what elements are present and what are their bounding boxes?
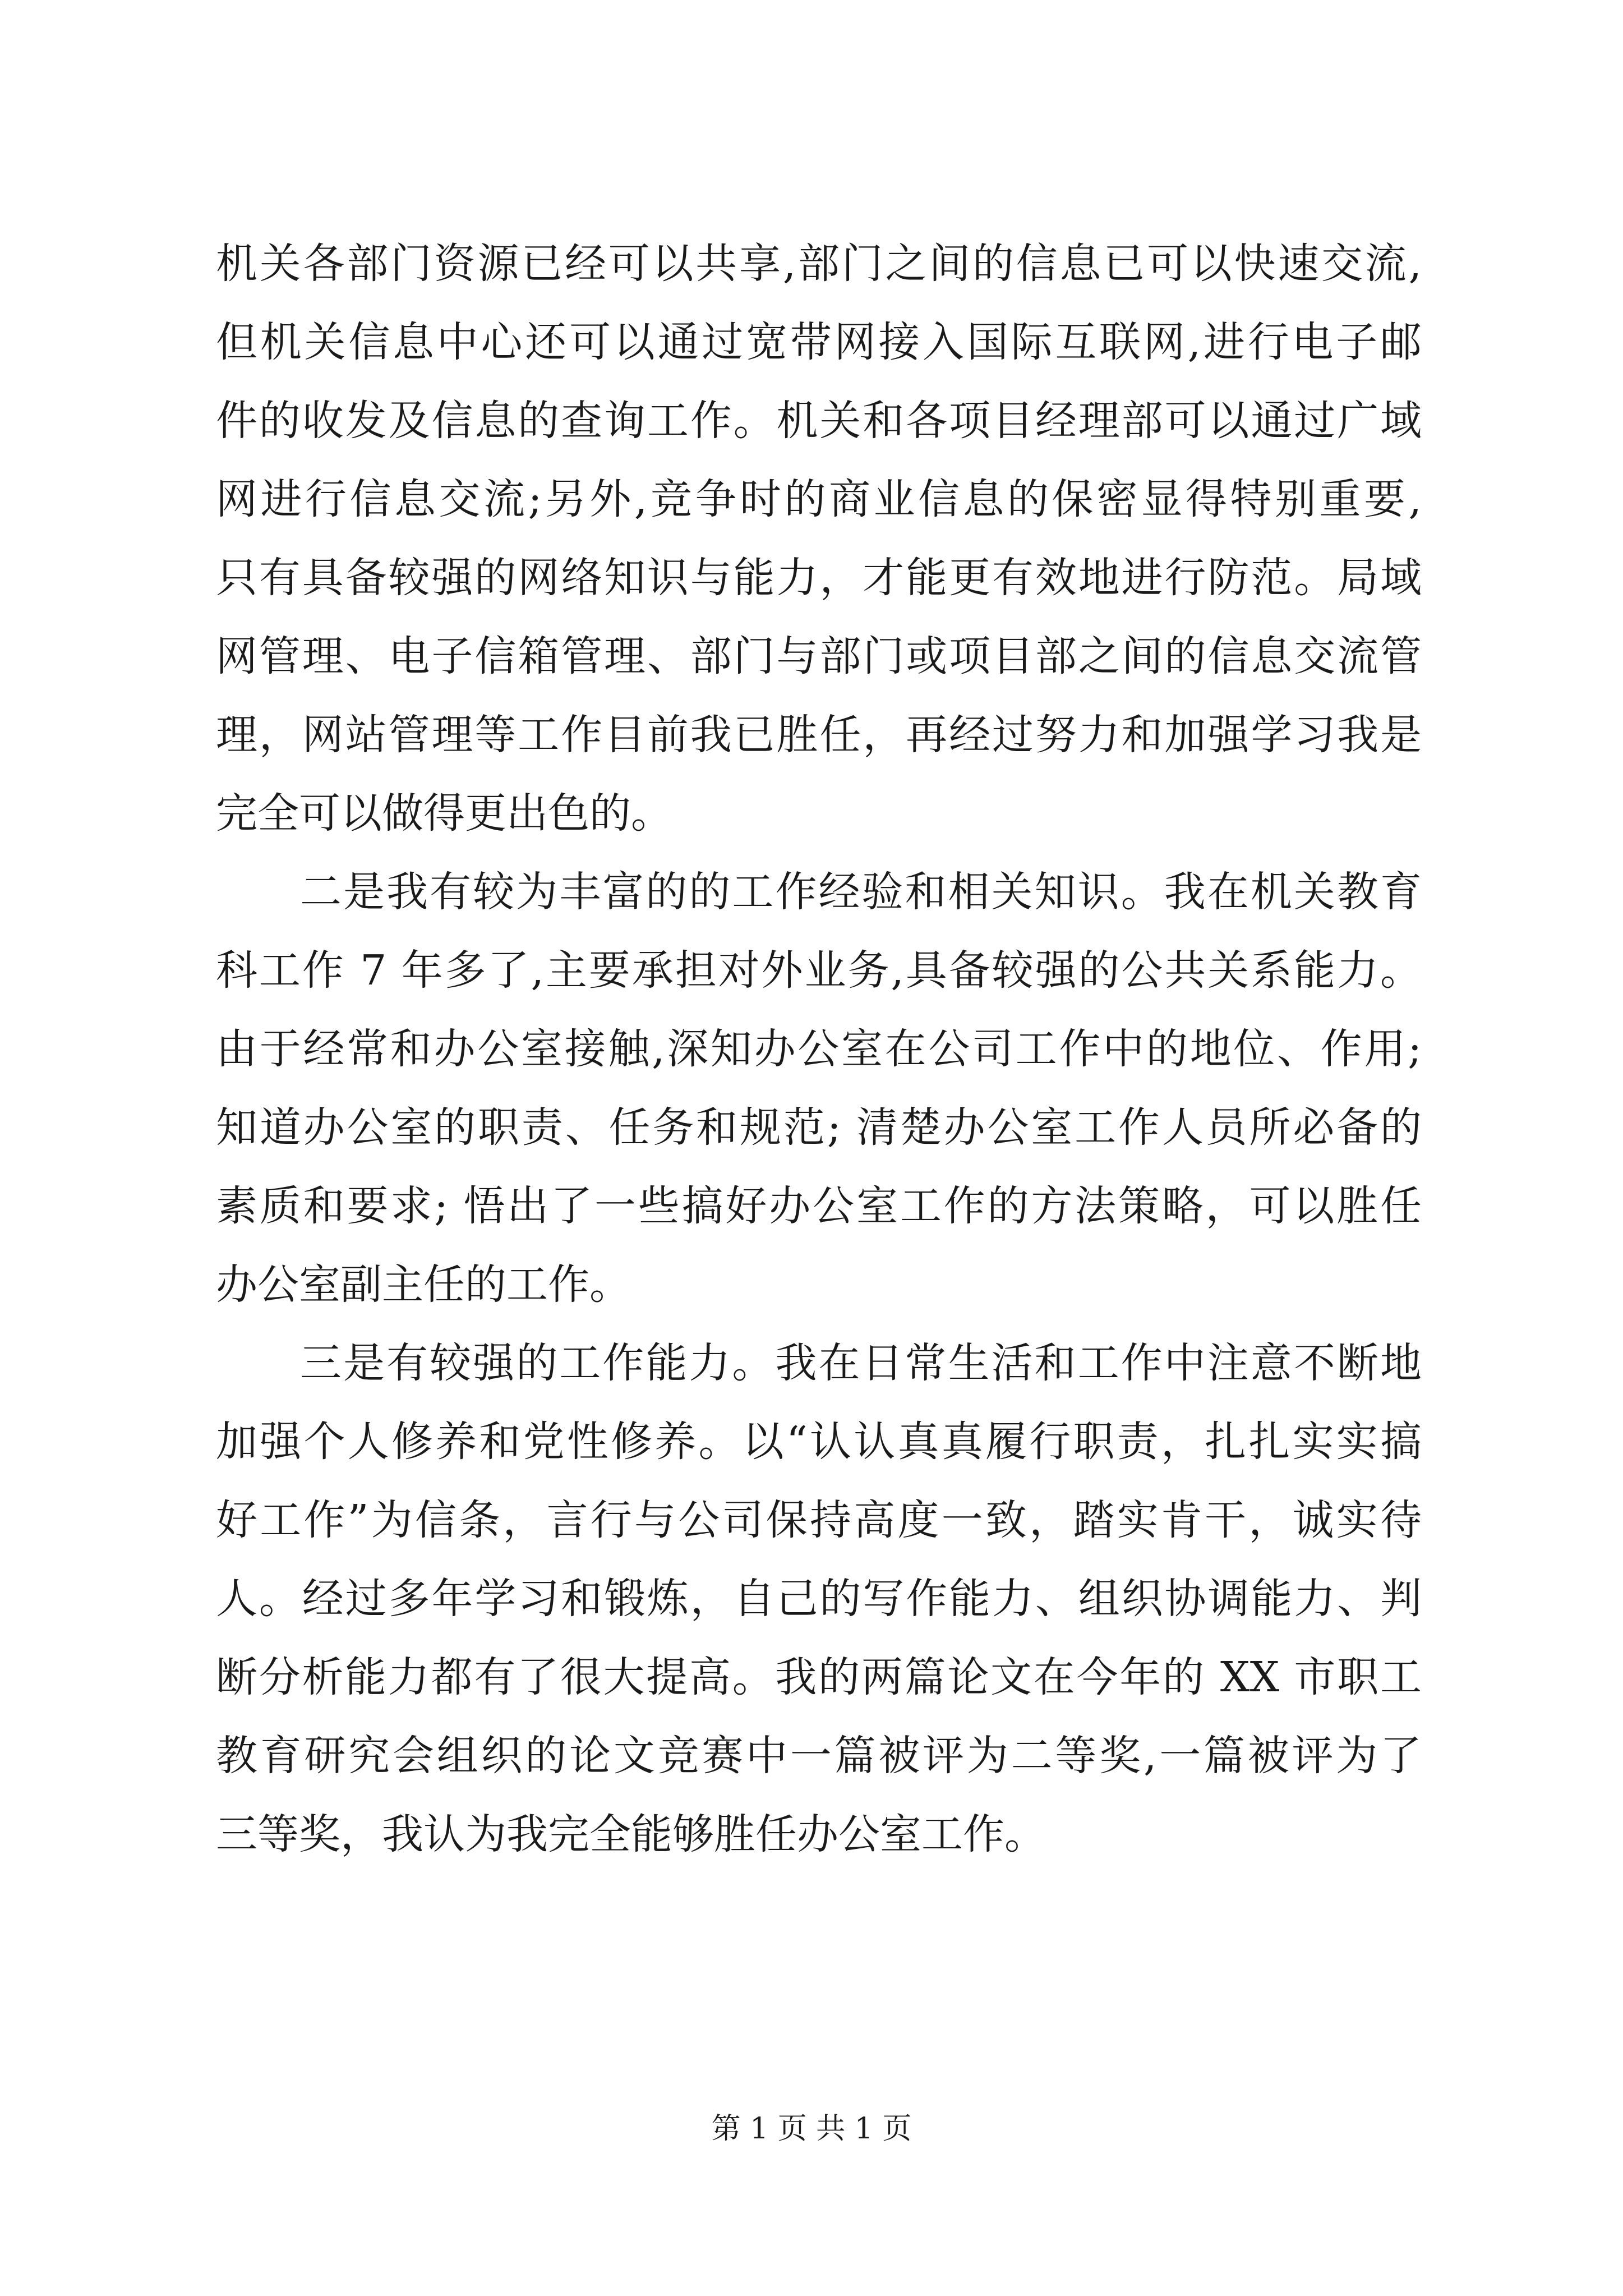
text-line: 人。经过多年学习和锻炼，自己的写作能力、组织协调能力、判: [216, 1575, 1422, 1623]
text-line: 教育研究会组织的论文竞赛中一篇被评为二等奖,一篇被评为了: [216, 1732, 1422, 1780]
text-line: 网管理、电子信箱管理、部门与部门或项目部之间的信息交流管: [216, 632, 1422, 680]
text-line: 好工作”为信条，言行与公司保持高度一致，踏实肯干，诚实待: [216, 1496, 1422, 1544]
text-line: 件的收发及信息的查询工作。机关和各项目经理部可以通过广域: [216, 397, 1422, 445]
text-line: 三是有较强的工作能力。我在日常生活和工作中注意不断地: [300, 1339, 1422, 1387]
text-line: 三等奖，我认为我完全能够胜任办公室工作。: [216, 1810, 1046, 1858]
text-line: 只有具备较强的网络知识与能力，才能更有效地进行防范。局域: [216, 554, 1422, 602]
page-footer: [0, 2109, 1623, 2148]
text-line: 素质和要求; 悟出了一些搞好办公室工作的方法策略，可以胜任: [216, 1182, 1422, 1230]
paragraph-2: [216, 853, 1422, 1324]
text-line: 由于经常和办公室接触,深知办公室在公司工作中的地位、作用;: [216, 1025, 1422, 1073]
text-line: 办公室副主任的工作。: [216, 1260, 631, 1309]
text-line: 二是我有较为丰富的的工作经验和相关知识。我在机关教育: [300, 868, 1422, 916]
text-line: 机关各部门资源已经可以共享,部门之间的信息已可以快速交流,: [216, 240, 1422, 288]
paragraph-1: [216, 224, 1422, 853]
text-line: 但机关信息中心还可以通过宽带网接入国际互联网,进行电子邮: [216, 318, 1422, 366]
text-line: 断分析能力都有了很大提高。我的两篇论文在今年的 XX 市职工: [216, 1653, 1422, 1701]
text-line: 知道办公室的职责、任务和规范; 清楚办公室工作人员所必备的: [216, 1103, 1422, 1152]
paragraph-3: [216, 1324, 1422, 1874]
page-number: 第 1 页 共 1 页: [711, 2112, 912, 2146]
text-line: 科工作 7 年多了,主要承担对外业务,具备较强的公共关系能力。: [216, 946, 1422, 995]
text-line: 完全可以做得更出色的。: [216, 789, 672, 838]
text-line: 网进行信息交流;另外,竞争时的商业信息的保密显得特别重要,: [216, 475, 1422, 523]
text-line: 加强个人修养和党性修养。以“认认真真履行职责，扎扎实实搞: [216, 1418, 1422, 1466]
text-line: 理，网站管理等工作目前我已胜任，再经过努力和加强学习我是: [216, 711, 1422, 759]
document-body: [216, 224, 1422, 1874]
